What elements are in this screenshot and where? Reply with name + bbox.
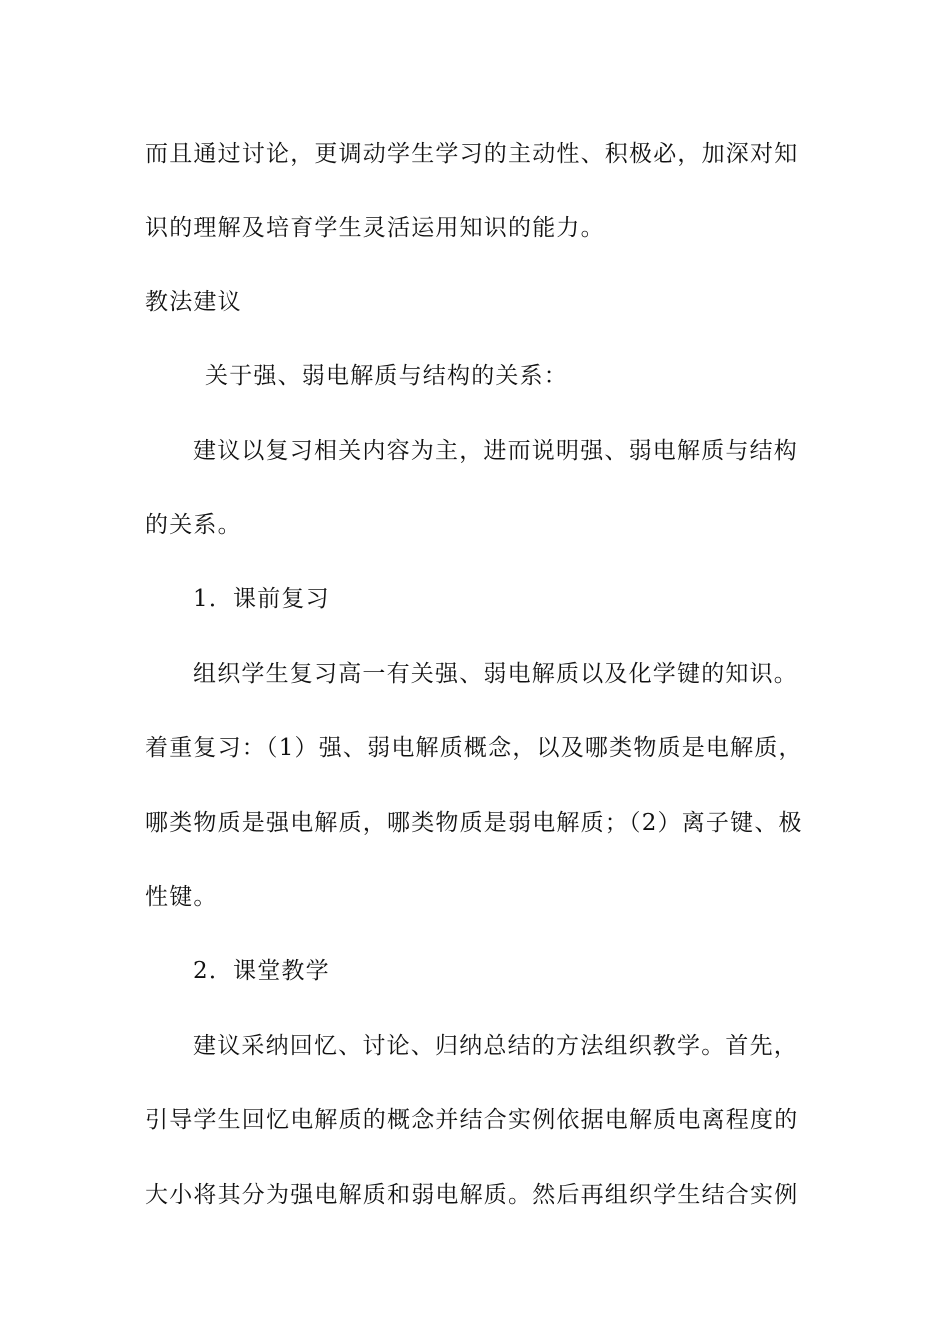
paragraph-line: 识的理解及培育学生灵活运用知识的能力。 xyxy=(145,215,605,241)
section-heading: 教法建议 xyxy=(145,289,242,315)
paragraph-line: 哪类物质是强电解质，哪类物质是弱电解质；（2）离子键、极 xyxy=(145,810,803,836)
paragraph-line: 组织学生复习高一有关强、弱电解质以及化学键的知识。 xyxy=(193,661,798,687)
list-heading: 2．课堂教学 xyxy=(193,958,330,984)
list-heading: 1．课前复习 xyxy=(193,586,330,612)
paragraph-line: 引导学生回忆电解质的概念并结合实例依据电解质电离程度的 xyxy=(145,1107,799,1133)
paragraph-line: 大小将其分为强电解质和弱电解质。然后再组织学生结合实例 xyxy=(145,1182,799,1208)
paragraph-line: 的关系。 xyxy=(145,512,242,538)
paragraph-line: 着重复习：（1）强、弱电解质概念，以及哪类物质是电解质， xyxy=(145,735,803,761)
paragraph-line: 性键。 xyxy=(145,884,218,910)
paragraph-line: 而且通过讨论，更调动学生学习的主动性、积极必，加深对知 xyxy=(145,141,799,167)
paragraph-line: 建议采纳回忆、讨论、归纳总结的方法组织教学。首先， xyxy=(193,1033,798,1059)
subheading: 关于强、弱电解质与结构的关系： xyxy=(205,363,568,389)
paragraph-line: 建议以复习相关内容为主，进而说明强、弱电解质与结构 xyxy=(193,438,798,464)
